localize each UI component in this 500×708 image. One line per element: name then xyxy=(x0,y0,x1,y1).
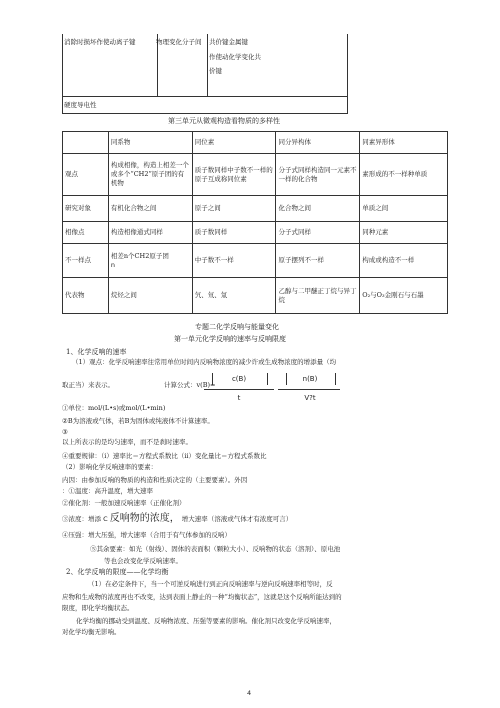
paragraph: 以上所表示的是均匀速率，而不是刹时速率。 xyxy=(62,438,192,446)
table-cell: 素形成的不一样种单质 xyxy=(360,154,448,196)
row-label: 代表物 xyxy=(63,278,109,314)
fraction-numerator: c(B) xyxy=(231,375,247,383)
paragraph: ②B为溶液或气体，若B为固体或纯液体不计算速率。 xyxy=(62,417,214,425)
table-cell: 分子式同样构造同一元素不一样的化合物 xyxy=(276,154,360,196)
paragraph: 内因：由参加反响的物质的构造和性质决定的（主要要素）。外因 xyxy=(62,476,248,484)
paragraph: （1）观点：化学反响速率往常用单位时间内反响物浓度的减少许或生成物浓度的增添量（均 xyxy=(72,358,337,366)
text: ③浓度：增添 xyxy=(62,515,101,523)
table-cell: 烷烃之间 xyxy=(108,278,192,314)
table-header: 同位素 xyxy=(192,132,276,154)
table-cell: 化合物之间 xyxy=(276,196,360,222)
paragraph: ④压强：增大压强，增大速率（合用于有气体参加的反响） xyxy=(62,531,231,539)
formula-label: 计算公式：v(B)= xyxy=(164,381,216,389)
paragraph: 应物和生成物的浓度再也不改变，达到表面上静止的一种“均衡状态”，这就是这个反响所能达到的 xyxy=(62,593,342,601)
paragraph: 取正当）来表示。 xyxy=(62,381,114,389)
paragraph: 限度，即化学均衡状态。 xyxy=(62,604,134,612)
top-table-cell: 硬度导电性 xyxy=(64,101,97,109)
top-table xyxy=(62,34,347,114)
fraction-line xyxy=(278,389,340,390)
paragraph xyxy=(62,514,292,524)
section1-heading: 1、化学反响的速率 xyxy=(66,348,127,356)
comparison-table xyxy=(62,131,448,314)
row-label: 相像点 xyxy=(63,222,109,244)
text-large: 反响物的浓度， xyxy=(109,513,180,524)
paragraph: ④重要规律：（i）速率比＝方程式系数比（ii）变化量比＝方程式系数比 xyxy=(62,452,267,460)
section2-heading: 2、化学反响的限度——化学均衡 xyxy=(66,568,169,576)
paragraph: （2）影响化学反响速率的要素： xyxy=(62,463,158,471)
paragraph: ③ xyxy=(62,428,68,436)
paragraph: ：①温度：高升温度，增大速率 xyxy=(62,487,153,495)
table-header: 同素异形体 xyxy=(360,132,448,154)
fraction-denominator: t xyxy=(237,394,241,402)
paragraph: 对化学均衡无影响。 xyxy=(62,628,121,636)
page-number: 4 xyxy=(247,689,252,697)
table-cell: 乙醇与二甲醚正丁烷与异丁烷 xyxy=(276,278,360,314)
table-header-empty xyxy=(63,132,109,154)
text: 增大速率（溶液或气体才有浓度可言） xyxy=(181,515,293,523)
table-cell: 氕、氘、氚 xyxy=(192,278,276,314)
table-cell: 质子数同样中子数不一样的原子互成称同位素 xyxy=(192,154,276,196)
paragraph: ②催化剂：一般加速反响速率（正催化剂） xyxy=(62,499,186,507)
table-cell-subscript: n xyxy=(110,260,115,269)
fraction-numerator: n(B) xyxy=(302,375,318,383)
fraction-line xyxy=(204,389,274,390)
table-cell xyxy=(108,244,192,278)
row-label: 研究对象 xyxy=(63,196,109,222)
row-label: 不一样点 xyxy=(63,244,109,278)
table-cell-text: 相差n个CH2原子团 xyxy=(110,251,169,260)
table-cell: 分子式同样 xyxy=(276,222,360,244)
paragraph: ⑤其余要素：如光（射线）、固体的表面积（颗粒大小）、反响物的状态（溶剂）、原电池 xyxy=(90,545,341,553)
table-cell: 中子数不一样 xyxy=(192,244,276,278)
paragraph: ①单位：mol/(L•s)或mol/(L•min) xyxy=(62,404,166,412)
unit3-title: 第三单元从微观构造看物质的多样性 xyxy=(168,117,280,125)
paragraph: （1）在必定条件下，当一个可逆反响进行到正向反响速率与逆向反响速率相等时，反 xyxy=(88,580,333,588)
table-cell: 有机化合物之间 xyxy=(108,196,192,222)
paragraph: 等也会改变化学反响速率。 xyxy=(104,557,182,565)
unit1-title: 第一单元化学反响的速率与反响限度 xyxy=(174,335,286,343)
table-cell: 质子数同样 xyxy=(192,222,276,244)
table-cell: 构造相像通式同样 xyxy=(108,222,192,244)
topic2-title: 专题二化学反响与能量变化 xyxy=(195,323,279,331)
table-cell: 单质之间 xyxy=(360,196,448,222)
table-cell: 构成相像，构造上相差一个或多个“CH2”原子团的有机物 xyxy=(108,154,192,196)
top-table-cell: 消除时损坏作使动离子键 xyxy=(64,38,136,46)
fraction-denominator: V?t xyxy=(304,394,316,402)
top-table-cell: 物理变化分子间 xyxy=(156,38,202,46)
table-cell: 构成或构造不一样 xyxy=(360,244,448,278)
table-header: 同分异构体 xyxy=(276,132,360,154)
table-cell: 同种元素 xyxy=(360,222,448,244)
row-label: 观点 xyxy=(63,154,109,196)
top-table-cell: 作使动化学变化共 xyxy=(209,53,261,61)
table-cell: 原子摆列不一样 xyxy=(276,244,360,278)
paragraph: 化学均衡的挪动受到温度、反响物浓度、压强等要素的影响。催化剂只改变化学反响速率， xyxy=(76,617,336,625)
table-cell: 原子之间 xyxy=(192,196,276,222)
text: C xyxy=(103,515,108,523)
top-table-cell: 价键 xyxy=(209,67,222,75)
table-cell: O₂与O₃金刚石与石墨 xyxy=(360,278,448,314)
table-header: 同系物 xyxy=(108,132,192,154)
top-table-cell: 共价键金属键 xyxy=(209,38,248,46)
